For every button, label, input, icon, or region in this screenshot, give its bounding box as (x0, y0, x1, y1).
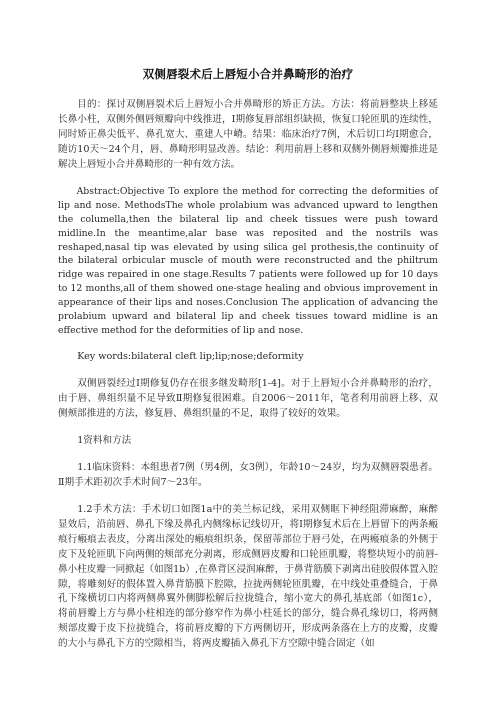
clinical-data-paragraph: 1.1临床资料：本组患者7例（男4例，女3例），年龄10～24岁，均为双侧唇裂患者。Ⅱ期手术距初次手术时间7～23年。 (58, 461, 438, 488)
keywords: Key words:bilateral cleft lip;lip;nose;deformity (77, 351, 304, 363)
abstract-english: Abstract:Objective To explore the method for correcting the deformities of lip and nose. MethodsThe whole prolabium was advanced upward to lengthen the columella,then the bilateral lip and cheek tissues were push toward midline.In the meantime,alar base was reposited and the nostrils was reshaped,nasal tip was elevated by using silica gel prothesis,the continuity of the bilateral orbicular muscle of mouth were reconstructed and the philtrum ridge was repaired in one stage.Results 7 patients were followed up for 10 days to 12 months,all of them showed one-stage healing and obvious improvement in appearance of their lips and noses.Conclusion The application of advancing the prolabium upward and bilateral lip and cheek tissues toward midline is an effective method for the deformities of lip and nose. (58, 185, 438, 337)
section-heading: 1资料和方法 (77, 434, 132, 446)
document-title: 双侧唇裂术后上唇短小合并鼻畸形的治疗 (142, 67, 354, 81)
introduction-paragraph: 双侧唇裂经过Ⅰ期修复仍存在很多继发畸形[1-4]。对于上唇短小合并鼻畸形的治疗，由于唇、鼻组织量不足导致Ⅱ期修复很困难。自2006～2011年，笔者利用前唇上移、双侧颊部推进的方法，修复唇、鼻组织量的不足，取得了较好的效果。 (58, 378, 438, 419)
abstract-chinese: 目的：探讨双侧唇裂术后上唇短小合并鼻畸形的矫正方法。方法：将前唇整块上移延长鼻小柱，双侧外侧唇颊瓣向中线推进，Ⅰ期修复唇部组织缺损，恢复口轮匝肌的连续性，同时矫正鼻尖低平、鼻孔宽大、重建人中嵴。结果：临床治疗7例，术后切口均Ⅰ期愈合，随访10天～24个月，唇、鼻畸形明显改善。结论：利用前唇上移和双侧外侧唇颊瓣推进是解决上唇短小合并鼻畸形的一种有效方法。 (58, 99, 438, 170)
surgical-method-paragraph: 1.2手术方法：手术切口如图1a中的美兰标记线，采用双侧眶下神经阻滞麻醉，麻醉显效后，沿前唇、鼻孔下缘及鼻孔内侧缘标记线切开，将Ⅰ期修复术后在上唇留下的两条瘢痕行瘢痕去表皮，分离出深处的瘢痕组织条，保留蒂部位于唇弓处，在两瘢痕条的外侧于皮下及轮匝肌下向两侧的颊部充分剥离，形成侧唇皮瓣和口轮匝肌瓣，将整块短小的前唇-鼻小柱皮瓣一同掀起（如图1b）,在鼻背区浸润麻醉，于鼻背筋膜下剥离出硅胶假体置入腔隙，将雕刻好的假体置入鼻背筋膜下腔隙，拉拢两侧轮匝肌瓣，在中线处重叠缝合，于鼻孔下缘横切口内将两侧鼻翼外侧脚松解后拉拢缝合，缩小宽大的鼻孔基底部（如图1c），将前唇瓣上方与鼻小柱相连的部分修窄作为鼻小柱延长的部分，缝合鼻孔缘切口，将两侧颊部皮瓣于皮下拉拢缝合，将前唇皮瓣的下方两侧切开，形成两条落在上方的皮瓣，皮瓣的大小与鼻孔下方的空隙相当，将两皮瓣插入鼻孔下方空隙中缝合固定（如 (58, 503, 438, 650)
